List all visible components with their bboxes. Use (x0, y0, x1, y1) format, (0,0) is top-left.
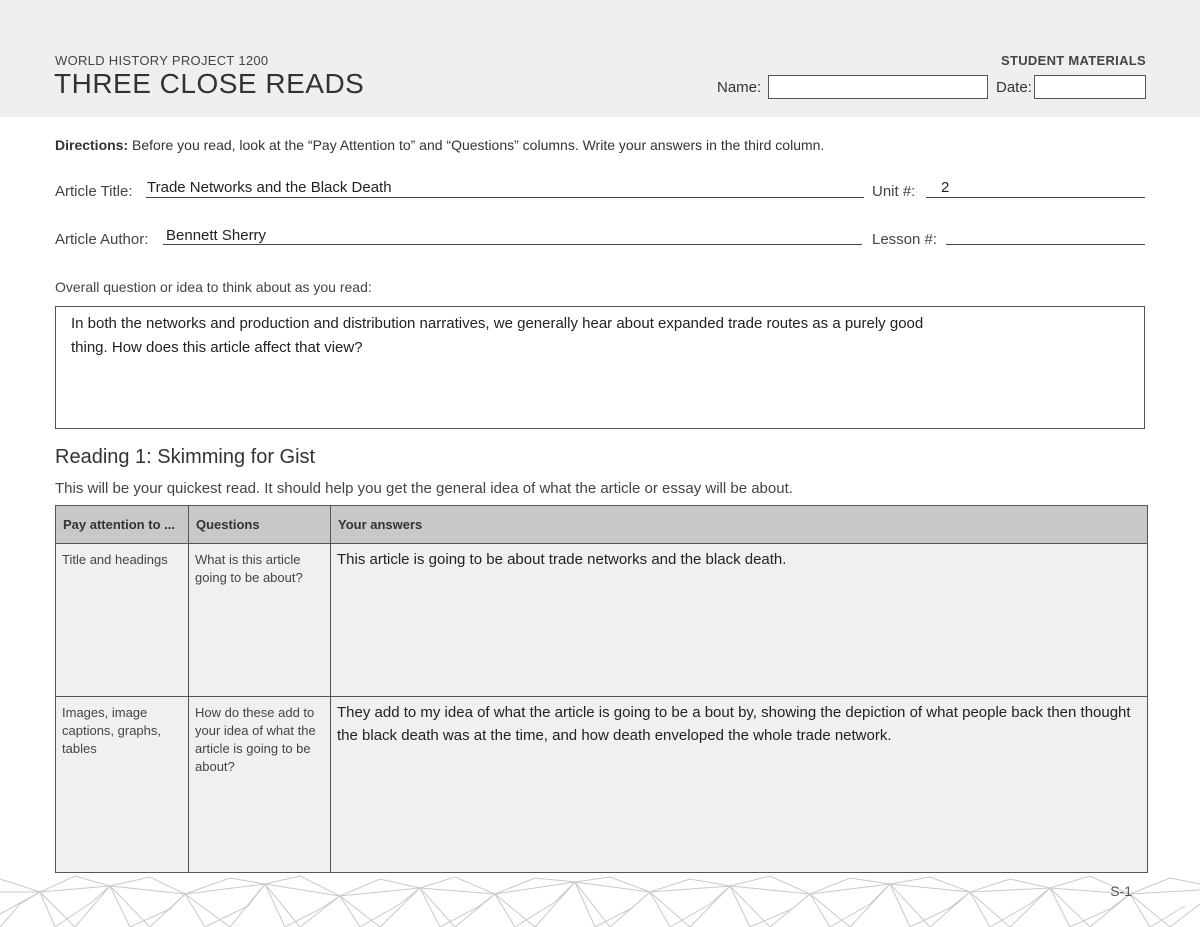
reading-1-subtitle: This will be your quickest read. It should help you get the general idea of what the article or essay will be about. (55, 480, 793, 497)
article-title-value[interactable]: Trade Networks and the Black Death (147, 179, 392, 196)
question-cell: What is this article going to be about? (189, 544, 331, 697)
pay-attention-cell: Title and headings (56, 544, 189, 697)
question-cell: How do these add to your idea of what the article is going to be about? (189, 697, 331, 873)
name-field[interactable] (768, 75, 988, 99)
article-title-label: Article Title: (55, 183, 133, 200)
directions (55, 137, 824, 153)
answer-cell[interactable]: They add to my idea of what the article is going to be a bout by, showing the depiction of what people back then thought the black death was at the time, and how death enveloped the whole trade network. (331, 697, 1148, 873)
pay-attention-cell: Images, image captions, graphs, tables (56, 697, 189, 873)
unit-value[interactable]: 2 (941, 179, 950, 196)
lesson-label: Lesson #: (872, 231, 938, 248)
article-title-line (146, 197, 864, 198)
answer-cell[interactable]: This article is going to be about trade networks and the black death. (331, 544, 1148, 697)
student-materials-label: STUDENT MATERIALS (1001, 53, 1146, 68)
table-row (56, 697, 1148, 873)
reading-1-table (55, 505, 1148, 873)
document-title: THREE CLOSE READS (54, 68, 365, 99)
overall-answer-text: In both the networks and production and distribution narratives, we generally hear about expanded trade routes as a purely good thing. How does this article affect that view? (71, 315, 924, 356)
directions-text: Before you read, look at the “Pay Attention to” and “Questions” columns. Write your answers in the third column. (132, 137, 825, 153)
reading-1-title: Reading 1: Skimming for Gist (55, 446, 316, 468)
directions-lead: Directions: (55, 137, 129, 153)
lesson-line (946, 244, 1145, 245)
name-label: Name: (717, 79, 762, 96)
footer-triangle-pattern (0, 874, 1200, 927)
column-header-questions: Questions (189, 506, 331, 544)
date-label: Date: (996, 79, 1032, 96)
overall-question-label: Overall question or idea to think about as you read: (55, 279, 372, 295)
column-header-your-answers: Your answers (331, 506, 1148, 544)
project-label: WORLD HISTORY PROJECT 1200 (55, 53, 269, 68)
page-number: S-1 (1110, 883, 1132, 899)
unit-label: Unit #: (872, 183, 916, 200)
article-author-label: Article Author: (55, 231, 149, 248)
article-author-line (163, 244, 862, 245)
unit-line (926, 197, 1145, 198)
table-header-row (56, 506, 1148, 544)
article-author-value[interactable]: Bennett Sherry (166, 227, 267, 244)
date-field[interactable] (1034, 75, 1146, 99)
table-row (56, 544, 1148, 697)
column-header-pay-attention: Pay attention to ... (56, 506, 189, 544)
